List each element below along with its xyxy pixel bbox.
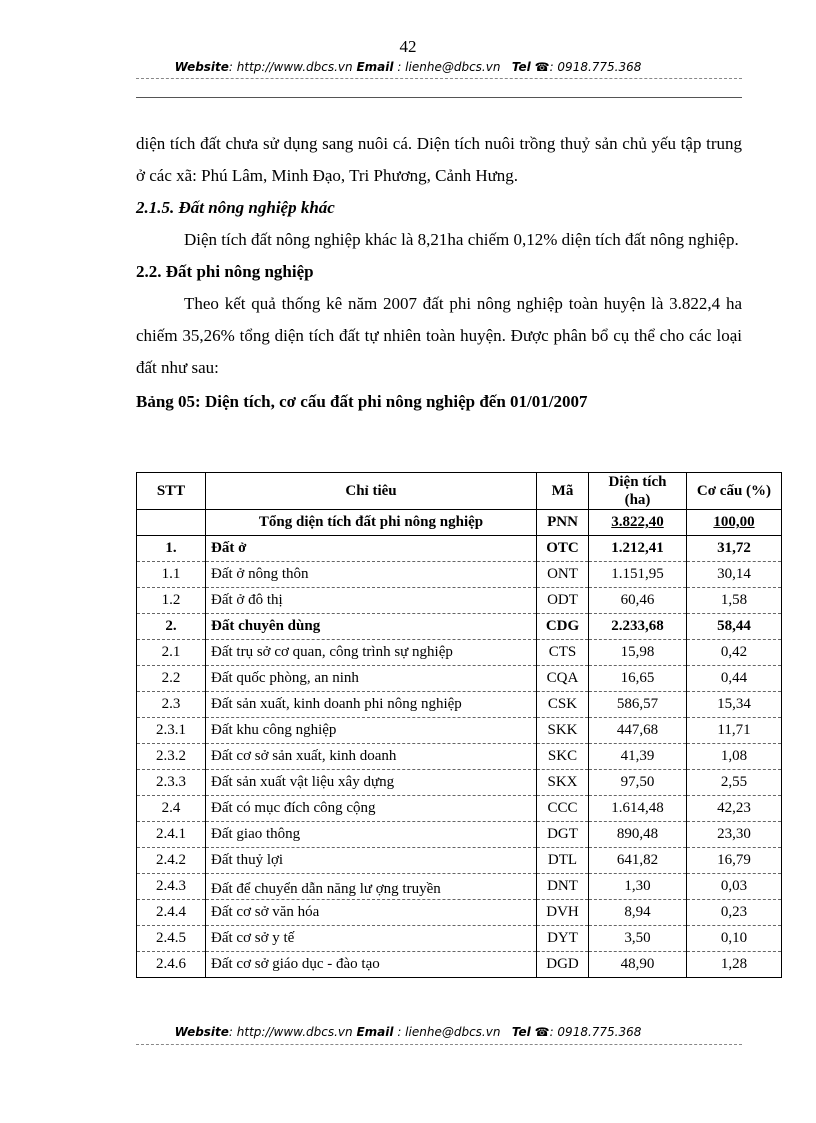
header-divider xyxy=(136,97,742,98)
body-text xyxy=(136,128,742,418)
table-row xyxy=(137,926,782,952)
cell-indicator: Đất sản xuất vật liệu xây dựng xyxy=(206,770,537,796)
table-row xyxy=(137,640,782,666)
cell-share: 1,58 xyxy=(687,588,782,614)
page-number: 42 xyxy=(399,37,417,56)
cell-code: DYT xyxy=(537,926,589,952)
cell-area: 1,30 xyxy=(589,874,687,900)
cell-code: OTC xyxy=(537,536,589,562)
cell-stt: 2.4.4 xyxy=(137,900,206,926)
cell-indicator: Đất cơ sở y tế xyxy=(206,926,537,952)
table-row xyxy=(137,874,782,900)
cell-area: 8,94 xyxy=(589,900,687,926)
email-label: Email xyxy=(356,1025,394,1039)
paragraph-1: diện tích đất chưa sử dụng sang nuôi cá. Diện tích nuôi trồng thuỷ sản chủ yếu tập trung ở các xã: Phú Lâm, Minh Đạo, Tri Phương, Cảnh Hưng. xyxy=(136,134,742,185)
cell-share: 0,42 xyxy=(687,640,782,666)
tel-label: Tel xyxy=(511,60,531,74)
cell-indicator: Đất trụ sở cơ quan, công trình sự nghiệp xyxy=(206,640,537,666)
cell-share: 2,55 xyxy=(687,770,782,796)
paragraph-3: Theo kết quả thống kê năm 2007 đất phi nông nghiệp toàn huyện là 3.822,4 ha chiếm 35,26% tổng diện tích đất tự nhiên toàn huyện. Được phân bổ cụ thể cho các loại đất như sau: xyxy=(136,294,742,377)
cell-code: CTS xyxy=(537,640,589,666)
table-row xyxy=(137,588,782,614)
cell-stt: 1. xyxy=(137,536,206,562)
cell-stt: 2.2 xyxy=(137,666,206,692)
cell-share: 0,44 xyxy=(687,666,782,692)
cell-stt: 2.3 xyxy=(137,692,206,718)
col-stt: STT xyxy=(137,473,206,510)
table-row xyxy=(137,952,782,978)
cell-indicator: Đất chuyên dùng xyxy=(206,614,537,640)
table-row xyxy=(137,614,782,640)
cell-share: 58,44 xyxy=(687,614,782,640)
cell-indicator: Đất cơ sở văn hóa xyxy=(206,900,537,926)
cell-indicator: Đất ở xyxy=(206,536,537,562)
cell-area: 641,82 xyxy=(589,848,687,874)
col-code: Mã xyxy=(537,473,589,510)
cell-area: 1.212,41 xyxy=(589,536,687,562)
cell-indicator: Đất ở đô thị xyxy=(206,588,537,614)
table-row xyxy=(137,744,782,770)
table-row xyxy=(137,848,782,874)
table-row xyxy=(137,822,782,848)
cell-share: 42,23 xyxy=(687,796,782,822)
cell-stt: 1.1 xyxy=(137,562,206,588)
cell-indicator: Đất ở nông thôn xyxy=(206,562,537,588)
table-row xyxy=(137,692,782,718)
website-value: : http://www.dbcs.vn xyxy=(228,1025,353,1039)
cell-share: 23,30 xyxy=(687,822,782,848)
website-value: : http://www.dbcs.vn xyxy=(228,60,353,74)
col-share: Cơ cấu (%) xyxy=(687,473,782,510)
cell-area: 3.822,40 xyxy=(589,510,687,536)
table-total-row xyxy=(137,510,782,536)
cell-code: ODT xyxy=(537,588,589,614)
cell-area: 890,48 xyxy=(589,822,687,848)
table-header-row xyxy=(137,473,782,510)
cell-area: 447,68 xyxy=(589,718,687,744)
table-caption: Bảng 05: Diện tích, cơ cấu đất phi nông nghiệp đến 01/01/2007 xyxy=(136,392,588,411)
tel-label: Tel xyxy=(511,1025,531,1039)
table-row xyxy=(137,562,782,588)
cell-stt: 2.4.5 xyxy=(137,926,206,952)
cell-stt: 2.3.1 xyxy=(137,718,206,744)
cell-area: 60,46 xyxy=(589,588,687,614)
phone-icon: ☎ xyxy=(534,1025,550,1039)
cell-indicator: Đất cơ sở giáo dục - đào tạo xyxy=(206,952,537,978)
heading-2-1-5: 2.1.5. Đất nông nghiệp khác xyxy=(136,198,335,217)
email-value: : lienhe@dbcs.vn xyxy=(397,60,501,74)
cell-code: SKC xyxy=(537,744,589,770)
cell-indicator: Đất cơ sở sản xuất, kinh doanh xyxy=(206,744,537,770)
website-label: Website xyxy=(174,1025,229,1039)
email-value: : lienhe@dbcs.vn xyxy=(397,1025,501,1039)
cell-code: SKK xyxy=(537,718,589,744)
phone-icon: ☎ xyxy=(534,60,550,74)
cell-area: 3,50 xyxy=(589,926,687,952)
tel-value: : 0918.775.368 xyxy=(549,60,642,74)
cell-code: ONT xyxy=(537,562,589,588)
cell-area: 1.614,48 xyxy=(589,796,687,822)
cell-code: SKX xyxy=(537,770,589,796)
cell-share: 30,14 xyxy=(687,562,782,588)
cell-share: 0,10 xyxy=(687,926,782,952)
cell-code: CDG xyxy=(537,614,589,640)
cell-stt: 2.4.6 xyxy=(137,952,206,978)
cell-indicator: Đất quốc phòng, an ninh xyxy=(206,666,537,692)
cell-indicator: Đất khu công nghiệp xyxy=(206,718,537,744)
cell-stt: 2. xyxy=(137,614,206,640)
table-row xyxy=(137,718,782,744)
page-footer xyxy=(0,1025,816,1039)
cell-area: 97,50 xyxy=(589,770,687,796)
cell-share: 15,34 xyxy=(687,692,782,718)
cell-area: 1.151,95 xyxy=(589,562,687,588)
footer-divider xyxy=(136,1044,742,1045)
cell-indicator: Đất sản xuất, kinh doanh phi nông nghiệp xyxy=(206,692,537,718)
website-label: Website xyxy=(174,60,229,74)
cell-share: 0,23 xyxy=(687,900,782,926)
cell-indicator: Đất để chuyển dẫn năng lư ợng truyền xyxy=(206,874,537,900)
cell-code: DGD xyxy=(537,952,589,978)
table-row xyxy=(137,770,782,796)
cell-area: 2.233,68 xyxy=(589,614,687,640)
cell-code: DGT xyxy=(537,822,589,848)
cell-indicator: Đất thuỷ lợi xyxy=(206,848,537,874)
cell-indicator: Đất có mục đích công cộng xyxy=(206,796,537,822)
land-use-table xyxy=(136,472,782,978)
cell-share: 11,71 xyxy=(687,718,782,744)
cell-stt: 2.3.2 xyxy=(137,744,206,770)
col-indicator: Chỉ tiêu xyxy=(206,473,537,510)
cell-share: 31,72 xyxy=(687,536,782,562)
header-divider-dashed xyxy=(136,78,742,79)
table-row xyxy=(137,900,782,926)
cell-area: 16,65 xyxy=(589,666,687,692)
table-row xyxy=(137,796,782,822)
cell-code: CCC xyxy=(537,796,589,822)
cell-area: 48,90 xyxy=(589,952,687,978)
cell-share: 16,79 xyxy=(687,848,782,874)
cell-stt: 2.4.1 xyxy=(137,822,206,848)
cell-code: DVH xyxy=(537,900,589,926)
tel-value: : 0918.775.368 xyxy=(549,1025,642,1039)
cell-stt: 2.4.3 xyxy=(137,874,206,900)
cell-code: DTL xyxy=(537,848,589,874)
cell-stt xyxy=(137,510,206,536)
cell-code: CQA xyxy=(537,666,589,692)
page-header xyxy=(0,60,816,74)
cell-area: 15,98 xyxy=(589,640,687,666)
cell-share: 100,00 xyxy=(687,510,782,536)
heading-2-2: 2.2. Đất phi nông nghiệp xyxy=(136,262,314,281)
email-label: Email xyxy=(356,60,394,74)
cell-code: PNN xyxy=(537,510,589,536)
cell-indicator: Đất giao thông xyxy=(206,822,537,848)
cell-area: 41,39 xyxy=(589,744,687,770)
paragraph-2: Diện tích đất nông nghiệp khác là 8,21ha chiếm 0,12% diện tích đất nông nghiệp. xyxy=(184,230,739,249)
table-row xyxy=(137,536,782,562)
cell-stt: 1.2 xyxy=(137,588,206,614)
cell-code: DNT xyxy=(537,874,589,900)
cell-stt: 2.4 xyxy=(137,796,206,822)
cell-share: 1,08 xyxy=(687,744,782,770)
cell-stt: 2.4.2 xyxy=(137,848,206,874)
col-area: Diện tích (ha) xyxy=(589,473,687,510)
cell-share: 1,28 xyxy=(687,952,782,978)
cell-stt: 2.1 xyxy=(137,640,206,666)
cell-area: 586,57 xyxy=(589,692,687,718)
cell-indicator: Tổng diện tích đất phi nông nghiệp xyxy=(206,510,537,536)
cell-stt: 2.3.3 xyxy=(137,770,206,796)
table-row xyxy=(137,666,782,692)
cell-code: CSK xyxy=(537,692,589,718)
cell-share: 0,03 xyxy=(687,874,782,900)
